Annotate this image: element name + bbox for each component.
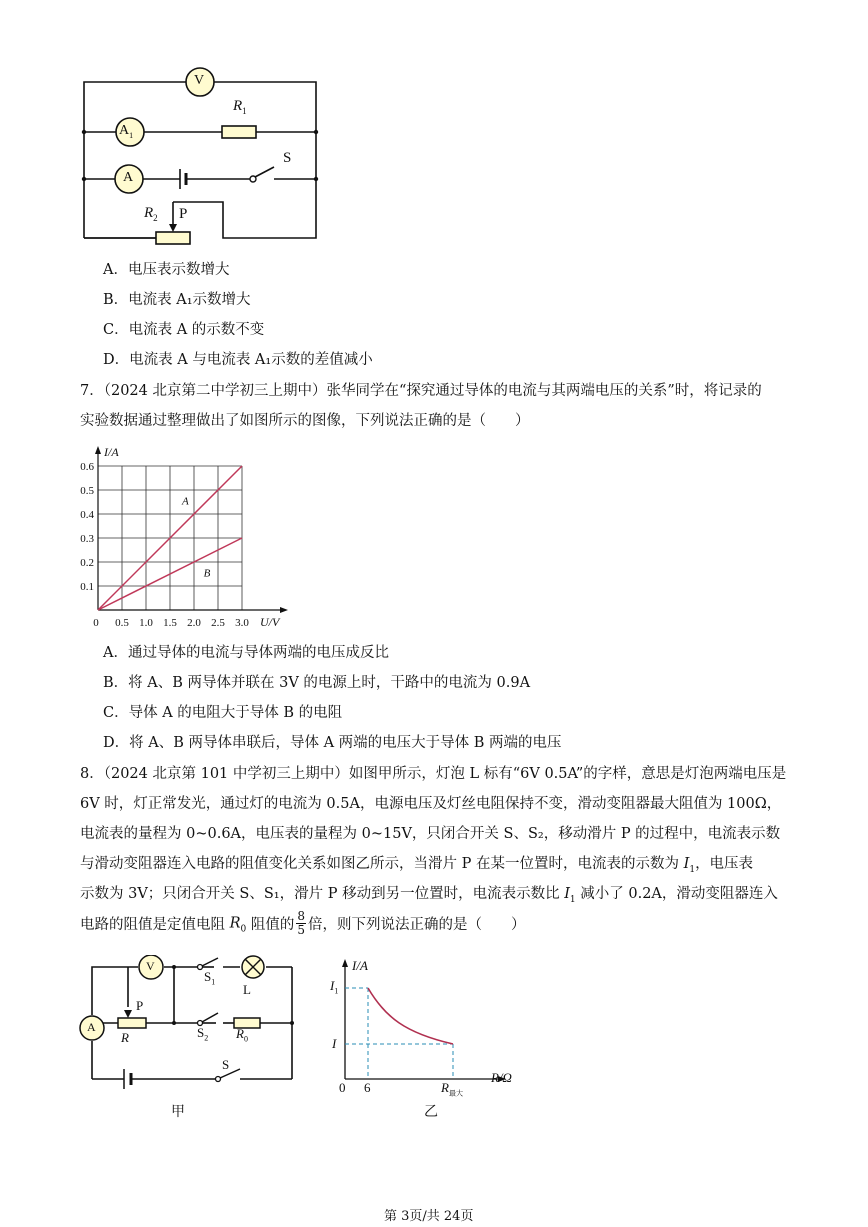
x-tick-label: 0 bbox=[93, 617, 99, 629]
y-axis-arrow bbox=[95, 446, 101, 454]
page-footer: 第 3页/共 24页 bbox=[384, 1209, 474, 1224]
q6-option-a: A．电压表示数增大 bbox=[103, 262, 230, 278]
r1-label: $R_1$ bbox=[233, 98, 247, 116]
g2-i-label: I bbox=[332, 1036, 337, 1051]
c2-r-label: R bbox=[121, 1030, 129, 1045]
q8-stem-line3: 电流表的量程为 0~0.6A，电压表的量程为 0~15V，只闭合开关 S、S₂，移动滑片 P 的过程中，电流表示数 bbox=[80, 826, 781, 842]
g2-x6: 6 bbox=[364, 1080, 371, 1095]
x-tick-label: 1.5 bbox=[163, 617, 177, 629]
fraction-8-5: $\frac{8}{5}$ bbox=[297, 909, 306, 937]
y-tick-label: 0.3 bbox=[80, 533, 94, 545]
y-tick-label: 0.1 bbox=[80, 581, 94, 593]
c2-s-label: S bbox=[222, 1057, 230, 1072]
g2-i1-label: $I_1$ bbox=[330, 978, 339, 996]
voltmeter-label: V bbox=[194, 73, 205, 88]
x-axis-arrow bbox=[280, 607, 288, 613]
x-tick-label: 2.0 bbox=[187, 617, 201, 629]
q7-stem-line1: 7．（2024 北京第二中学初三上期中）张华同学在“探究通过导体的电流与其两端电压的关系”时，将记录的 bbox=[80, 383, 762, 399]
q7-option-c: C．导体 A 的电阻大于导体 B 的电阻 bbox=[103, 705, 343, 721]
c2-s2-label: $S_2$ bbox=[197, 1025, 209, 1043]
q7-option-a: A．通过导体的电流与导体两端的电压成反比 bbox=[103, 645, 389, 661]
c2-ammeter-label: A bbox=[87, 1020, 96, 1034]
c2-lamp-label: L bbox=[243, 982, 251, 997]
q8-stem-line2: 6V 时，灯正常发光，通过灯的电流为 0.5A，电源电压及灯丝电阻保持不变，滑动变阻器最大阻值为 100Ω， bbox=[80, 796, 782, 812]
ammeter-a1-label: $A_1$ bbox=[119, 123, 134, 140]
g2-xlabel: R/Ω bbox=[491, 1070, 512, 1085]
g2-origin: 0 bbox=[339, 1080, 346, 1095]
q6-option-c: C．电流表 A 的示数不变 bbox=[103, 322, 265, 338]
series-label-b: B bbox=[203, 567, 211, 580]
q8-stem-line5: 示数为 3V；只闭合开关 S、S₁，滑片 P 移动到另一位置时，电流表示数比 $I_1$ 减小了 0.2A，滑动变阻器连入 bbox=[80, 886, 778, 905]
x-tick-label: 2.5 bbox=[211, 617, 225, 629]
c2-slider-label: P bbox=[136, 998, 144, 1013]
g2-ylabel: I/A bbox=[352, 958, 368, 973]
x-tick-label: 3.0 bbox=[235, 617, 249, 629]
c2-r0-label: $R_0$ bbox=[236, 1026, 248, 1044]
y-tick-label: 0.6 bbox=[80, 461, 94, 473]
ammeter-a-label: A bbox=[123, 170, 134, 185]
switch-s-label: S bbox=[283, 150, 292, 166]
q8-stem-line4: 与滑动变阻器连入电路的阻值变化关系如图乙所示，当滑片 P 在某一位置时，电流表的示数为 $I_1$，电压表 bbox=[80, 856, 754, 875]
q7-option-d: D．将 A、B 两导体串联后，导体 A 两端的电压大于导体 B 两端的电压 bbox=[103, 735, 562, 751]
q8-stem-line6: 电路的阻值是定值电阻 $R_0$ 阻值的 $\frac{8}{5}$ 倍，则下列说法正确的是（ ） bbox=[80, 909, 526, 937]
g2-caption: 乙 bbox=[424, 1105, 438, 1120]
circuit-diagram-1 bbox=[70, 62, 340, 252]
circuit-diagram-2 bbox=[76, 955, 306, 1090]
c2-voltmeter-label: V bbox=[146, 959, 155, 973]
c2-s1-label: $S_1$ bbox=[204, 969, 216, 987]
slider-p-label: P bbox=[179, 206, 188, 222]
q7-stem-line2: 实验数据通过整理做出了如图所示的图像，下列说法正确的是（ ） bbox=[80, 413, 530, 429]
q6-option-d: D．电流表 A 与电流表 A₁示数的差值减小 bbox=[103, 352, 373, 368]
r2-label: $R_2$ bbox=[144, 205, 158, 223]
c2-caption: 甲 bbox=[171, 1105, 185, 1120]
x-tick-label: 1.0 bbox=[139, 617, 153, 629]
iu-chart bbox=[70, 438, 300, 633]
y-tick-label: 0.5 bbox=[80, 485, 94, 497]
x-axis-label: U/V bbox=[260, 615, 280, 629]
y-tick-label: 0.2 bbox=[80, 557, 94, 569]
q7-option-b: B．将 A、B 两导体并联在 3V 的电源上时，干路中的电流为 0.9A bbox=[103, 675, 531, 691]
y-tick-label: 0.4 bbox=[80, 509, 94, 521]
x-tick-label: 0.5 bbox=[115, 617, 129, 629]
y-axis-label: I/A bbox=[104, 445, 119, 459]
g2-rmax: $R_{最大}$ bbox=[441, 1080, 463, 1098]
q8-stem-line1: 8．（2024 北京第 101 中学初三上期中）如图甲所示，灯泡 L 标有“6V 0.5A”的字样，意思是灯泡两端电压是 bbox=[80, 766, 787, 782]
series-label-a: A bbox=[182, 495, 189, 508]
q6-option-b: B．电流表 A₁示数增大 bbox=[103, 292, 251, 308]
